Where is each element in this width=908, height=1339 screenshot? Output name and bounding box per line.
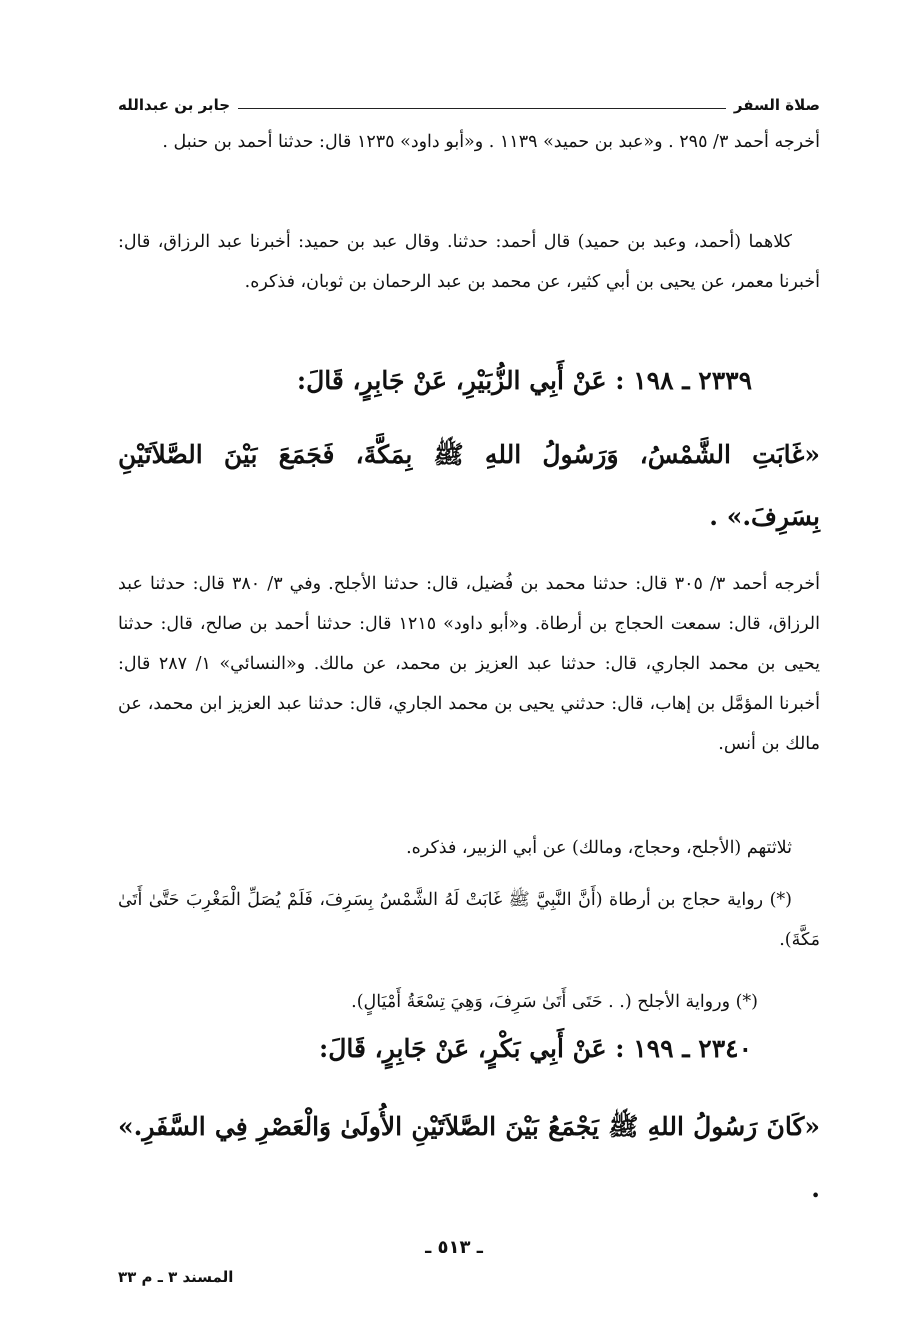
hadith-2340-heading: ٢٣٤٠ ـ ١٩٩ : عَنْ أَبِي بَكْرٍ، عَنْ جَابِرٍ، قَالَ: [318, 1034, 752, 1063]
page-number: ـ ٥١٣ ـ [425, 1237, 483, 1258]
takhrij-paragraph-2: كلاهما (أحمد، وعبد بن حميد) قال أحمد: حدثنا. وقال عبد بن حميد: أخبرنا عبد الرزاق، قال: أخبرنا معمر، عن يحيى بن أبي كثير، عن محمد بن عبد الرحمان بن ثوبان، فذكره. [118, 232, 820, 292]
header-narrator: جابر بن عبدالله [118, 96, 231, 114]
takhrij-paragraph-4: ثلاثتهم (الأجلح، وحجاج، ومالك) عن أبي الزبير، فذكره. [406, 838, 792, 858]
takhrij-paragraph-1: أخرجه أحمد ٣/ ٢٩٥ . و«عبد بن حميد» ١١٣٩ . و«أبو داود» ١٢٣٥ قال: حدثنا أحمد بن حنبل . [162, 132, 820, 152]
printer-signature: المسند ٣ ـ م ٣٣ [118, 1268, 234, 1286]
note-hajjaj-narration: (*) رواية حجاج بن أرطاة (أَنَّ النَّبِيَّ ﷺ غَابَتْ لَهُ الشَّمْسُ بِسَرِفَ، فَلَمْ يُصَلِّ الْمَغْرِبَ حَتَّىٰ أَتَىٰ مَكَّةَ). [118, 890, 820, 950]
takhrij-paragraph-3: أخرجه أحمد ٣/ ٣٠٥ قال: حدثنا محمد بن فُضيل، قال: حدثنا الأجلح. وفي ٣/ ٣٨٠ قال: حدثنا عبد الرزاق، قال: سمعت الحجاج بن أرطاة. و«أبو داود» ١٢١٥ قال: حدثنا أحمد بن صالح، قال: حدثنا يحيى بن محمد الجاري، قال: حدثنا عبد العزيز بن محمد، عن مالك. و«النسائي» ١/ ٢٨٧ قال: أخبرنا المؤمَّل بن إهاب، قال: حدثني يحيى بن محمد الجاري، قال: حدثنا عبد العزيز ابن محمد، عن مالك بن أنس. [118, 574, 821, 754]
header-rule [238, 108, 726, 109]
hadith-2339-text: «غَابَتِ الشَّمْسُ، وَرَسُولُ اللهِ ﷺ بِمَكَّةَ، فَجَمَعَ بَيْنَ الصَّلاَتَيْنِ بِسَرِفَ.» . [118, 440, 820, 531]
header-chapter-title: صلاة السفر [733, 96, 820, 114]
hadith-2340-text: «كَانَ رَسُولُ اللهِ ﷺ يَجْمَعُ بَيْنَ الصَّلاَتَيْنِ الأُولَىٰ وَالْعَصْرِ فِي السَّفَرِ.» . [118, 1112, 821, 1203]
note-ajlah-narration: (*) ورواية الأجلح (. . حَتَى أَتَىٰ سَرِفَ، وَهِيَ تِسْعَةُ أَمْيَالٍ). [351, 992, 758, 1012]
hadith-2339-heading: ٢٣٣٩ ـ ١٩٨ : عَنْ أَبِي الزُّبَيْرِ، عَنْ جَابِرٍ، قَالَ: [296, 366, 752, 395]
running-header [118, 90, 820, 114]
